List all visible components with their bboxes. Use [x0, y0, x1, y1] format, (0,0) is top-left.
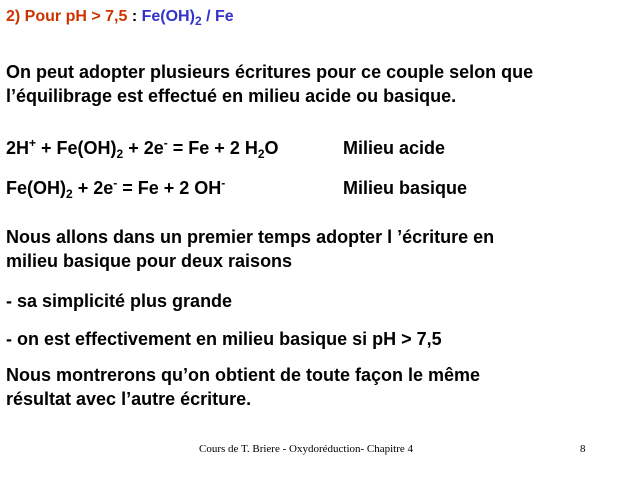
- choice-line-1: Nous allons dans un premier temps adopter l ’écriture en: [6, 227, 495, 247]
- equation-basic: [6, 178, 225, 199]
- eq-basic-part: + 2e: [72, 178, 114, 198]
- title-colon: :: [131, 8, 138, 25]
- title-couple-subscript: 2: [194, 14, 202, 28]
- eq-acid-sub: 2: [116, 147, 124, 161]
- eq-acid-sub: 2: [257, 147, 265, 161]
- intro-line-1: On peut adopter plusieurs écritures pour ce couple selon que: [6, 62, 534, 82]
- eq-basic-part: = Fe + 2 OH: [117, 178, 222, 198]
- eq-acid-part: 2H: [6, 138, 30, 158]
- equation-acid-label: Milieu acide: [343, 138, 446, 158]
- eq-basic-sub: 2: [66, 187, 73, 201]
- eq-acid-part: = Fe + 2 H: [167, 138, 258, 158]
- conclusion-line-1: Nous montrerons qu’on obtient de toute façon le même: [6, 365, 481, 385]
- conclusion-paragraph: [6, 363, 636, 411]
- eq-acid-part: + 2e: [123, 138, 164, 158]
- conclusion-line-2: résultat avec l’autre écriture.: [6, 389, 252, 409]
- eq-basic-sup: -: [221, 176, 226, 190]
- eq-acid-sup: -: [163, 136, 168, 150]
- intro-paragraph: [6, 60, 636, 108]
- slide-title: [6, 8, 234, 26]
- eq-acid-part: O: [264, 138, 279, 158]
- page-number: 8: [580, 443, 586, 455]
- reason-text: - on est effectivement en milieu basique si pH > 7,5: [6, 329, 442, 349]
- choice-line-2: milieu basique pour deux raisons: [6, 251, 293, 271]
- footer-text: Cours de T. Briere - Oxydoréduction- Chapitre 4: [199, 443, 414, 455]
- equation-acid: [6, 138, 279, 159]
- eq-basic-sup: -: [113, 176, 118, 190]
- eq-acid-part: + Fe(OH): [36, 138, 117, 158]
- title-couple-metal: / Fe: [206, 8, 234, 25]
- title-couple: [141, 8, 234, 28]
- title-prefix: 2) Pour pH: [6, 8, 87, 25]
- equation-basic-label: Milieu basique: [343, 178, 468, 198]
- eq-basic-part: Fe(OH): [6, 178, 66, 198]
- reason-text: - sa simplicité plus grande: [6, 291, 233, 311]
- reason-item: [6, 327, 636, 351]
- title-condition: > 7,5: [91, 8, 128, 25]
- choice-paragraph: [6, 225, 636, 273]
- reason-item: [6, 289, 636, 313]
- intro-line-2: l’équilibrage est effectué en milieu acide ou basique.: [6, 86, 457, 106]
- eq-acid-sup: +: [29, 136, 37, 150]
- title-couple-formula: Fe(OH): [141, 8, 195, 25]
